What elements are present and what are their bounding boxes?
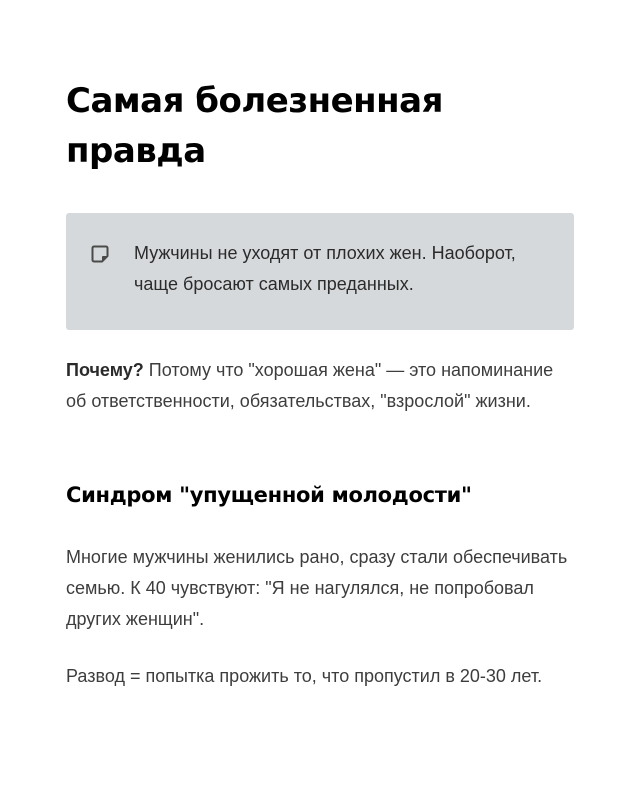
paragraph-divorce: Развод = попытка прожить то, что пропустил в 20-30 лет. — [66, 666, 543, 686]
paragraph-why — [66, 355, 576, 417]
bold-lead: Почему? — [66, 360, 144, 380]
callout-box — [66, 213, 574, 330]
article-title: Самая болезненная правда — [66, 81, 443, 171]
section-heading: Синдром "упущенной молодости" — [66, 483, 472, 507]
callout-text: Мужчины не уходят от плохих жен. Наоборот, чаще бросают самых преданных. — [134, 243, 516, 294]
paragraph-early-marriage: Многие мужчины женились рано, сразу стали обеспечивать семью. К 40 чувствуют: "Я не нагулялся, не попробовал других женщин". — [66, 547, 568, 629]
paragraph-why-text: Потому что "хорошая жена" — это напоминание об ответственности, обязательствах, "взрослой" жизни. — [66, 360, 554, 411]
sticky-note-icon — [91, 245, 109, 263]
